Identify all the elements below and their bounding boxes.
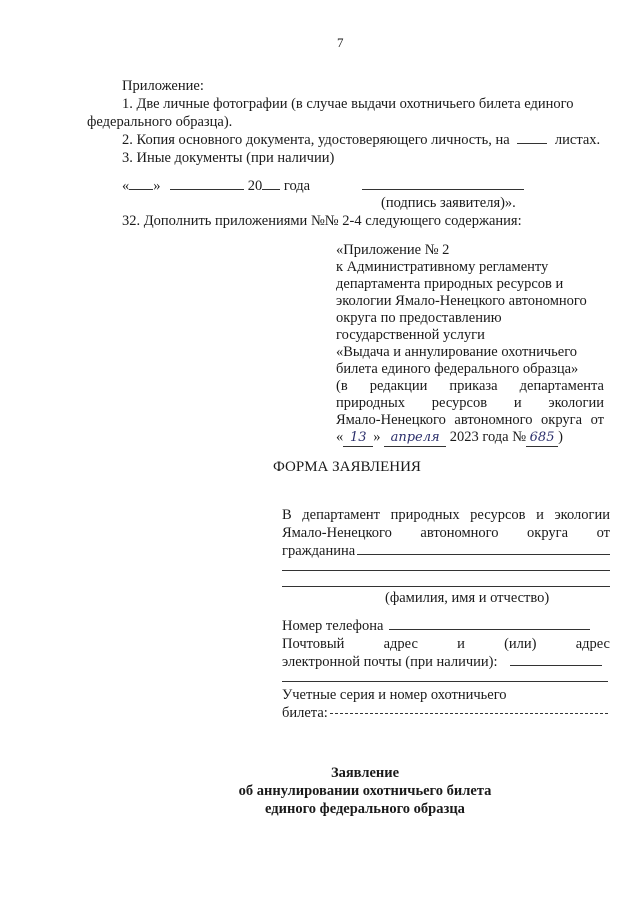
appendix-line-1: «Приложение № 2 (336, 242, 450, 258)
appendix-line-7: «Выдача и аннулирование охотничьего (336, 344, 578, 360)
appendix-date-line (336, 428, 563, 447)
appendix-word: (в (336, 378, 348, 394)
appendix-order-number: 685 (526, 432, 558, 447)
citizen-name-field-2[interactable] (282, 570, 610, 571)
addressee-word: экологии (554, 507, 610, 523)
attachment-item-3: 3. Иные документы (при наличии) (122, 150, 335, 166)
postal-word: Почтовый (282, 636, 345, 652)
appendix-word: природных (336, 395, 405, 411)
appendix-line-4: экологии Ямало-Ненецкого автономного (336, 293, 587, 309)
addressee-word: и (536, 507, 544, 523)
date-day-field[interactable] (129, 177, 153, 190)
appendix-line-11 (336, 411, 604, 429)
appendix-word: редакции (369, 378, 428, 394)
appendix-word: и (513, 395, 522, 411)
appendix-line-6: государственной услуги (336, 327, 485, 343)
appendix-date-day: 13 (343, 432, 373, 447)
item-32: 32. Дополнить приложениями №№ 2-4 следующего содержания: (122, 213, 522, 229)
appendix-word: экологии (548, 395, 604, 411)
ticket-field[interactable] (330, 713, 608, 714)
postal-word: и (457, 636, 465, 652)
citizen-name-field[interactable] (357, 554, 610, 555)
signature-line[interactable] (362, 189, 524, 190)
date-quote-open: « (122, 178, 130, 194)
appendix-line-2: к Административному регламенту (336, 259, 549, 275)
citizen-name-field-3[interactable] (282, 586, 610, 587)
addressee-word: департамент (302, 507, 380, 523)
statement-subtitle-2: единого федерального образца (265, 801, 465, 817)
attachment-item-2 (122, 131, 600, 149)
addressee-line-1 (282, 506, 610, 524)
appendix-word: департамента (519, 378, 604, 394)
addressee-word: В (282, 507, 292, 523)
addressee-word: ресурсов (470, 507, 526, 523)
attachment-item-2-suffix: листах. (554, 132, 601, 148)
appendix-word: от (590, 412, 604, 428)
form-title: ФОРМА ЗАЯВЛЕНИЯ (273, 459, 421, 475)
citizen-label: гражданина (282, 543, 356, 559)
appendix-date-year: 2023 года № (449, 429, 527, 445)
email-label: электронной почты (при наличии): (282, 654, 498, 670)
appendix-word: Ямало-Ненецкого (336, 412, 446, 428)
addressee-word: автономного (420, 525, 499, 541)
attachment-item-2-text: 2. Копия основного документа, удостоверяющего личность, на (122, 132, 510, 148)
sheets-count-field[interactable] (517, 131, 547, 144)
postal-word: адрес (383, 636, 418, 652)
phone-field[interactable] (389, 629, 590, 630)
address-field[interactable] (282, 681, 608, 682)
appendix-line-5: округа по предоставлению (336, 310, 502, 326)
attachment-item-1-line-2: федерального образца). (87, 114, 233, 130)
appendix-line-10 (336, 394, 604, 412)
date-month-field[interactable] (170, 177, 244, 190)
statement-title: Заявление (330, 765, 400, 781)
addressee-line-2 (282, 524, 610, 542)
appendix-line-8: билета единого федерального образца» (336, 361, 579, 377)
ticket-label: билета: (282, 705, 328, 721)
appendix-word: округа (541, 412, 583, 428)
date-year-prefix: 20 (247, 178, 263, 194)
appendix-date-quote-close: » (373, 429, 381, 445)
date-year-suffix: года (283, 178, 311, 194)
addressee-word: округа (527, 525, 569, 541)
postal-word: (или) (504, 636, 537, 652)
appendix-word: автономного (454, 412, 533, 428)
page-number: 7 (337, 35, 344, 50)
addressee-word: Ямало-Ненецкого (282, 525, 392, 541)
appendix-line-9 (336, 377, 604, 395)
appendix-date-quote-open: « (336, 429, 344, 445)
date-line (122, 177, 310, 195)
date-quote-close: » (153, 178, 161, 194)
email-field[interactable] (510, 665, 602, 666)
appendix-date-month: апреля (384, 432, 446, 447)
statement-subtitle-1: об аннулировании охотничьего билета (238, 783, 492, 799)
ticket-label-line-1: Учетные серия и номер охотничьего (282, 687, 507, 703)
appendix-date-end: ) (558, 429, 563, 445)
attachment-item-1-line-1: 1. Две личные фотографии (в случае выдачи охотничьего билета единого (122, 96, 574, 112)
appendix-line-3: департамента природных ресурсов и (336, 276, 564, 292)
postal-word: адрес (575, 636, 610, 652)
postal-address-line (282, 635, 610, 653)
signature-caption: (подпись заявителя)». (381, 195, 516, 211)
fio-caption: (фамилия, имя и отчество) (385, 590, 550, 606)
addressee-word: от (596, 525, 610, 541)
phone-label: Номер телефона (282, 618, 384, 634)
addressee-word: природных (390, 507, 460, 523)
date-year-field[interactable] (262, 177, 280, 190)
attachments-heading: Приложение: (122, 78, 204, 94)
appendix-word: ресурсов (431, 395, 488, 411)
appendix-word: приказа (449, 378, 498, 394)
